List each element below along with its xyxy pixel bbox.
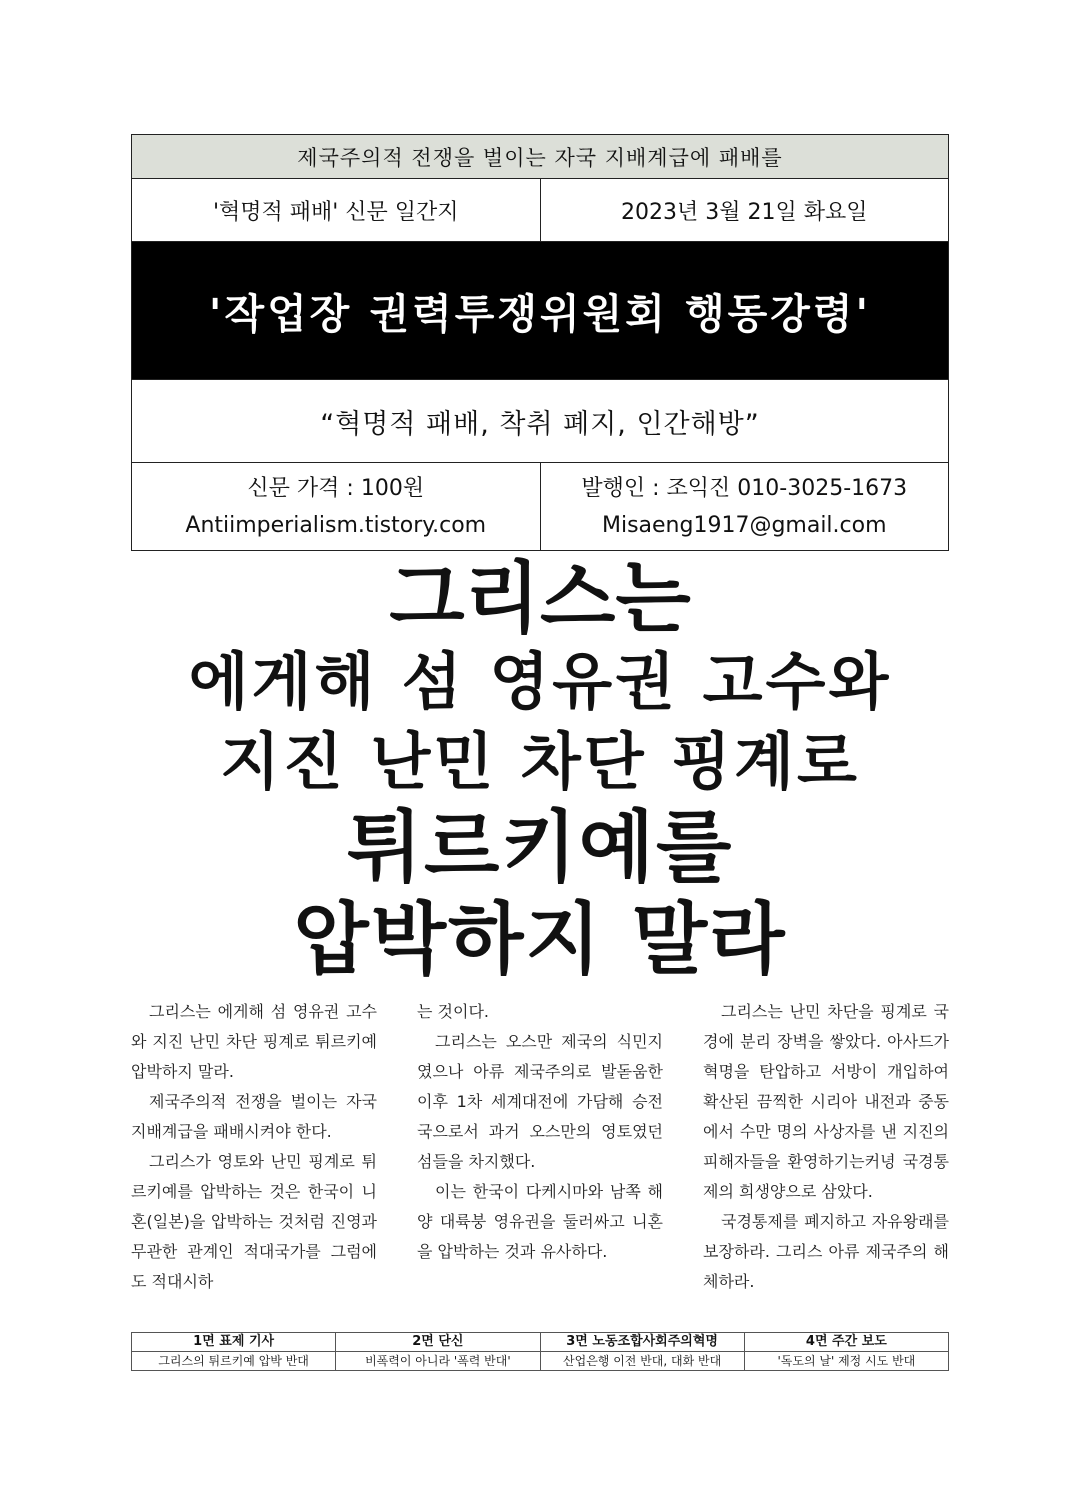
contents-header: 2면 단신: [336, 1333, 540, 1352]
headline-line-5: 압박하지 말라: [293, 895, 787, 985]
paragraph: 그리스는 오스만 제국의 식민지였으나 아류 제국주의로 발돋움한 이후 1차 세계대전에 가담해 승전국으로서 과거 오스만의 영토였던 섬들을 차지했다.: [417, 1032, 663, 1171]
article-column-3: [703, 997, 949, 1297]
contents-header: 4면 주간 보도: [744, 1333, 948, 1352]
article-body: [131, 997, 949, 1297]
banner-title: '작업장 권력투쟁위원회 행동강령': [132, 242, 948, 380]
headline-line-2: 에게해 섬 영유권 고수와: [188, 645, 892, 718]
issue-date: 2023년 3월 21일 화요일: [540, 179, 949, 241]
headline-line-4: 튀르키예를: [346, 803, 734, 893]
price: 신문 가격 : 100원: [247, 475, 425, 501]
contents-item: 그리스의 튀르키예 압박 반대: [132, 1352, 336, 1371]
contents-item: 산업은행 이전 반대, 대화 반대: [540, 1352, 744, 1371]
price-website-cell: [132, 463, 540, 550]
contents-header: 1면 표제 기사: [132, 1333, 336, 1352]
headline-line-1: 그리스는: [389, 554, 691, 644]
article-column-1: [131, 997, 377, 1297]
masthead-info: [132, 463, 948, 550]
main-headline: [0, 556, 1080, 986]
publisher: 발행인 : 조익진 010-3025-1673: [581, 475, 908, 501]
motto: “혁명적 패배, 착취 폐지, 인간해방”: [132, 380, 948, 463]
contents-header-row: [132, 1333, 949, 1352]
contents-item: 비폭력이 아니라 '폭력 반대': [336, 1352, 540, 1371]
article-column-2: [417, 997, 663, 1297]
paragraph: 그리스가 영토와 난민 핑계로 튀르키예를 압박하는 것은 한국이 니혼(일본)을 압박하는 것처럼 진영과 무관한 관계인 적대국가를 그럼에도 적대시하: [131, 1152, 377, 1291]
contents-header: 3면 노동조합사회주의혁명: [540, 1333, 744, 1352]
paragraph: 제국주의적 전쟁을 벌이는 자국 지배계급을 패배시켜야 한다.: [131, 1092, 377, 1141]
contents-table: [131, 1332, 949, 1371]
headline-line-3: 지진 난민 차단 핑계로: [220, 725, 860, 798]
contents-item: '독도의 날' 제정 시도 반대: [744, 1352, 948, 1371]
paragraph: 이는 한국이 다케시마와 남쪽 해양 대륙붕 영유권을 둘러싸고 니혼을 압박하는 것과 유사하다.: [417, 1182, 663, 1261]
publisher-cell: [540, 463, 949, 550]
masthead-slogan: 제국주의적 전쟁을 벌이는 자국 지배계급에 패배를: [132, 135, 948, 179]
paper-name: '혁명적 패배' 신문 일간지: [212, 199, 459, 225]
paragraph: 그리스는 난민 차단을 핑계로 국경에 분리 장벽을 쌓았다. 아사드가 혁명을 탄압하고 서방이 개입하여 확산된 끔찍한 시리아 내전과 중동에서 수만 명의 사상자를 낸 지진의 피해자들을 환영하기는커녕 국경통제의 희생양으로 삼았다.: [703, 1002, 949, 1201]
paragraph: 는 것이다.: [417, 1002, 489, 1021]
email-link[interactable]: Misaeng1917@gmail.com: [601, 512, 887, 538]
masthead: [131, 134, 949, 551]
masthead-meta: [132, 179, 948, 242]
paragraph: 그리스는 에게해 섬 영유권 고수와 지진 난민 차단 핑계로 튀르키예 압박하지 말라.: [131, 1002, 377, 1081]
paragraph: 국경통제를 폐지하고 자유왕래를 보장하라. 그리스 아류 제국주의 해체하라.: [703, 1212, 949, 1291]
website-link[interactable]: Antiimperialism.tistory.com: [185, 512, 487, 538]
contents-item-row: [132, 1352, 949, 1371]
